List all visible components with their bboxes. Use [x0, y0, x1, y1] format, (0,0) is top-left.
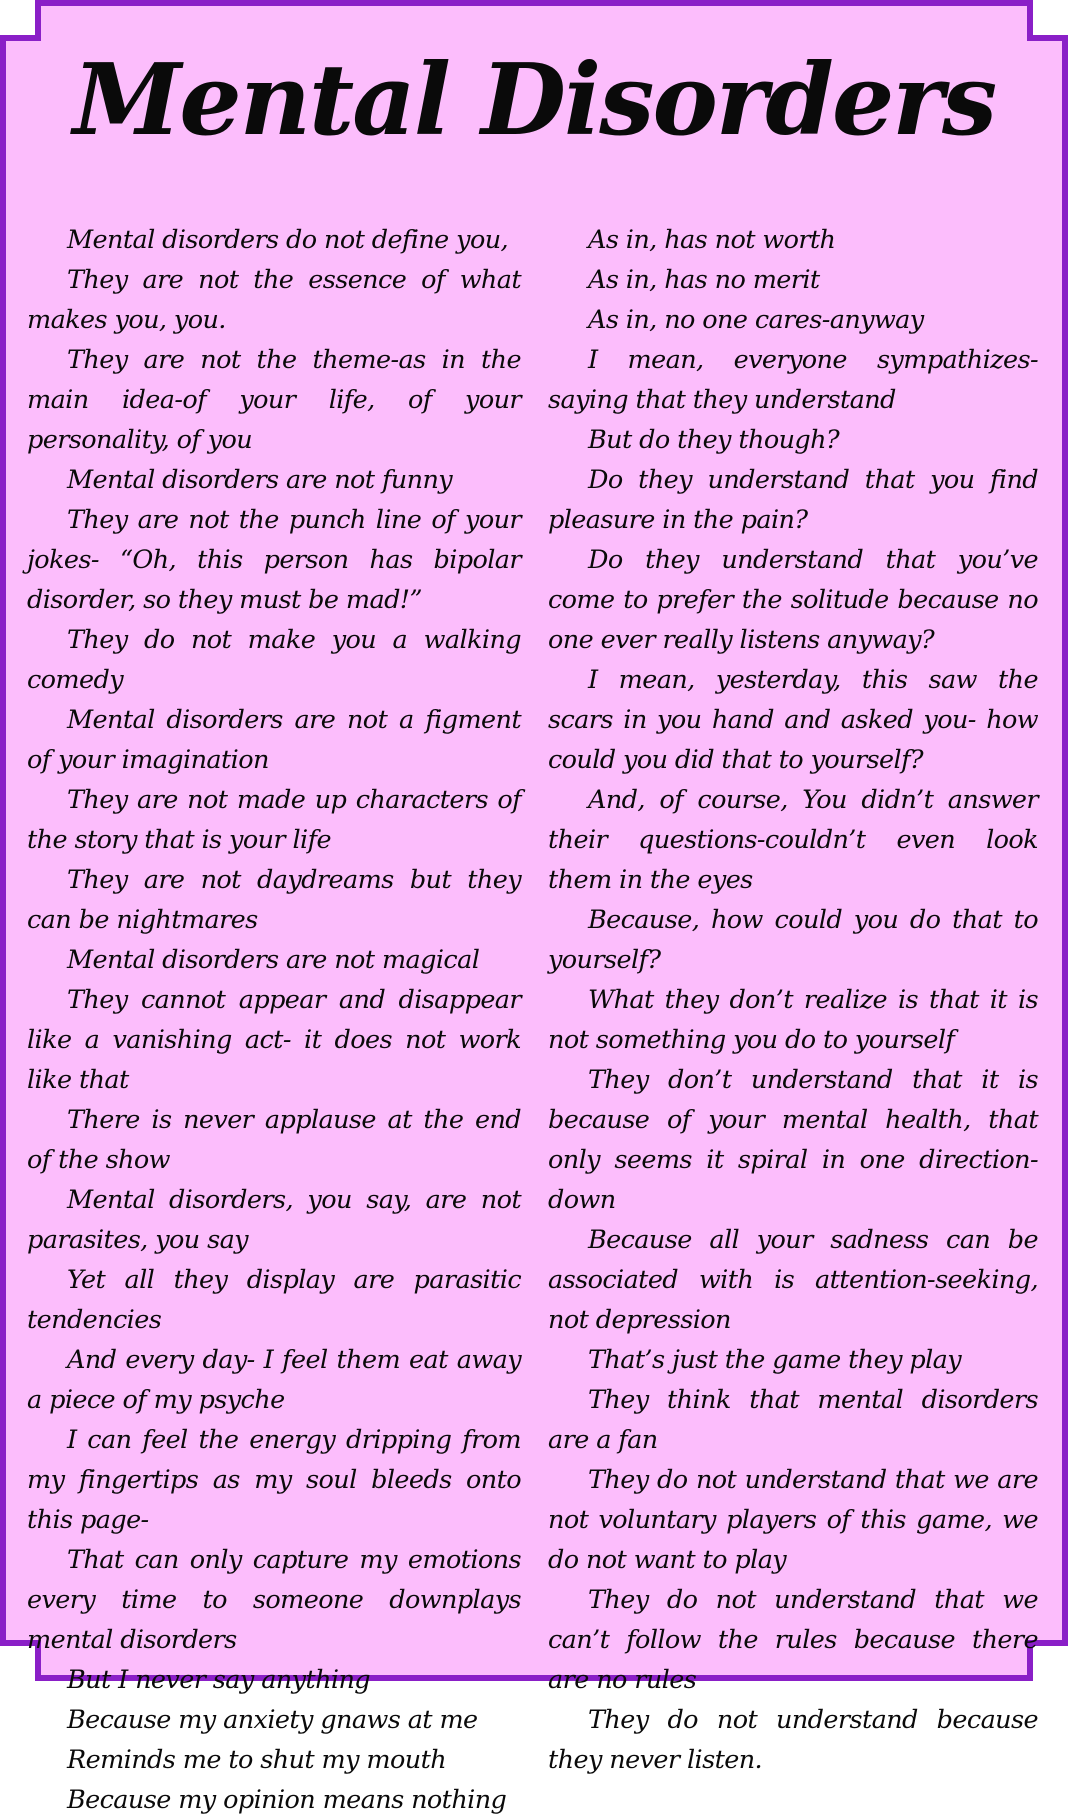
right-line: They don’t understand that it is because of your mental health, that only seems it spiral in one direction- down: [548, 1065, 1038, 1215]
left-line: Mental disorders are not magical: [67, 945, 480, 975]
page-title: Mental Disorders: [72, 43, 996, 158]
right-line: As in, has no merit: [588, 265, 820, 295]
right-line: That’s just the game they play: [588, 1345, 962, 1375]
right-line: They think that mental disorders are a fan: [548, 1385, 1038, 1455]
left-line: Because my opinion means nothing: [67, 1785, 507, 1815]
left-line: Yet all they display are parasitic tendencies: [27, 1265, 521, 1335]
left-line: Mental disorders do not define you,: [67, 225, 509, 255]
right-line: As in, has not worth: [588, 225, 836, 255]
right-line: Do they understand that you find pleasure in the pain?: [548, 465, 1038, 535]
left-column: [27, 220, 521, 1820]
right-line: What they don’t realize is that it is not something you do to yourself: [548, 985, 1038, 1055]
right-line: Because, how could you do that to yourself?: [548, 905, 1038, 975]
right-line: They do not understand that we are not voluntary players of this game, we do not want to play: [548, 1465, 1038, 1575]
right-column: [548, 220, 1038, 1780]
right-line: I mean, yesterday, this saw the scars in you hand and asked you- how could you did that to yourself?: [548, 665, 1038, 775]
left-line: Reminds me to shut my mouth: [67, 1745, 447, 1775]
left-line: They cannot appear and disappear like a vanishing act- it does not work like that: [27, 985, 521, 1095]
left-line: That can only capture my emotions every time to someone downplays mental disorders: [27, 1545, 521, 1655]
left-line: They are not made up characters of the story that is your life: [27, 785, 521, 855]
left-line: They are not the punch line of your jokes- “Oh, this person has bipolar disorder, so they must be mad!”: [27, 505, 521, 615]
left-line: I can feel the energy dripping from my fingertips as my soul bleeds onto this page-: [27, 1425, 521, 1535]
right-line: As in, no one cares-anyway: [588, 305, 924, 335]
left-line: They are not daydreams but they can be nightmares: [27, 865, 521, 935]
left-line: There is never applause at the end of the show: [27, 1105, 521, 1175]
left-line: Mental disorders are not a figment of your imagination: [27, 705, 521, 775]
right-line: Do they understand that you’ve come to prefer the solitude because no one ever really listens anyway?: [548, 545, 1038, 655]
right-line: And, of course, You didn’t answer their questions-couldn’t even look them in the eyes: [548, 785, 1038, 895]
left-line: They are not the theme-as in the main idea-of your life, of your personality, of you: [27, 345, 521, 455]
left-line: Mental disorders are not funny: [67, 465, 453, 495]
right-line: But do they though?: [588, 425, 840, 455]
left-line: They are not the essence of what makes you, you.: [27, 265, 521, 335]
left-line: And every day- I feel them eat away a piece of my psyche: [27, 1345, 521, 1415]
left-line: Because my anxiety gnaws at me: [67, 1705, 478, 1735]
right-line: Because all your sadness can be associated with is attention-seeking, not depression: [548, 1225, 1038, 1335]
left-line: But I never say anything: [67, 1665, 371, 1695]
left-line: Mental disorders, you say, are not parasites, you say: [27, 1185, 521, 1255]
left-line: They do not make you a walking comedy: [27, 625, 521, 695]
right-line: They do not understand because they never listen.: [548, 1705, 1038, 1775]
right-line: They do not understand that we can’t follow the rules because there are no rules: [548, 1585, 1038, 1695]
right-line: I mean, everyone sympathizes- saying that they understand: [548, 345, 1038, 415]
